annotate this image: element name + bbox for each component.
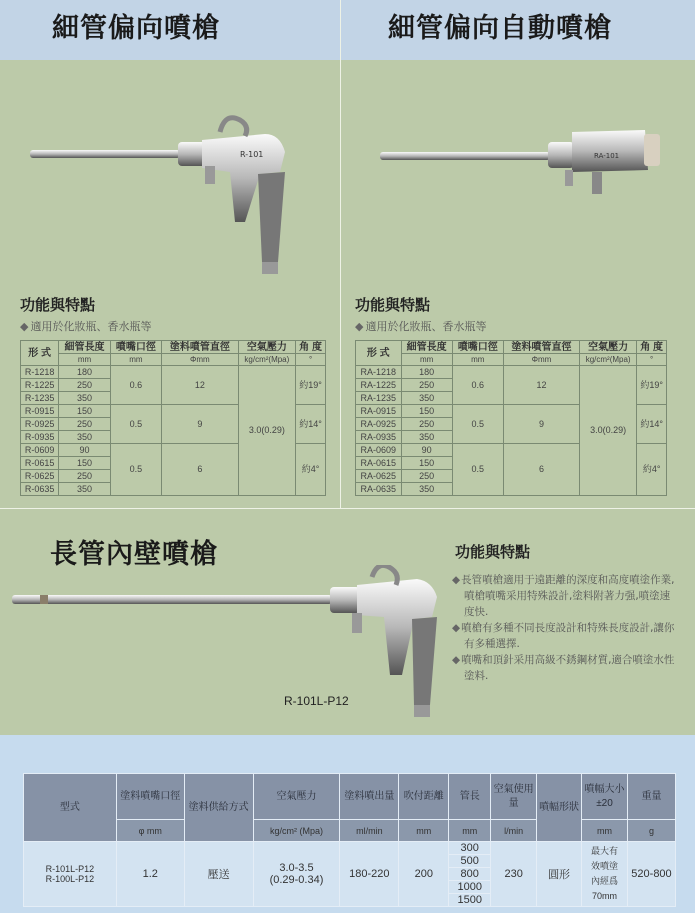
angle-cell: 約4° xyxy=(296,444,326,496)
long-gun-spec-table xyxy=(23,773,676,907)
header-cell: 形 式 xyxy=(21,341,59,366)
air-use-cell: 230 xyxy=(491,842,537,907)
pressure-cell: 3.0-3.5 (0.29-0.34) xyxy=(253,842,340,907)
divider xyxy=(0,508,695,509)
model-cell: R-0635 xyxy=(21,483,59,496)
unit-cell: mm xyxy=(110,354,161,366)
model-cell: RA-0915 xyxy=(356,405,402,418)
unit-cell: kg/cm² (Mpa) xyxy=(253,820,340,842)
unit-cell: ml/min xyxy=(340,820,399,842)
unit-cell: ° xyxy=(637,354,667,366)
diameter-cell: 12 xyxy=(503,366,579,405)
model-cell: RA-0609 xyxy=(356,444,402,457)
length-cell: 250 xyxy=(59,418,110,431)
nozzle-cell: 0.6 xyxy=(452,366,503,405)
pressure-cell: 3.0(0.29) xyxy=(580,366,637,496)
header-cell: 塗料噴出量 xyxy=(340,774,399,820)
nozzle-cell: 1.2 xyxy=(116,842,184,907)
model-cell: RA-1218 xyxy=(356,366,402,379)
long-spray-gun-image xyxy=(12,565,452,725)
angle-cell: 約19° xyxy=(637,366,667,405)
length-cell: 150 xyxy=(401,405,452,418)
header-cell: 細管長度 xyxy=(59,341,110,354)
long-section-heading: 功能與特點 xyxy=(455,543,531,561)
length-cell: 350 xyxy=(59,483,110,496)
header-cell: 角 度 xyxy=(637,341,667,354)
length-cell: 250 xyxy=(401,418,452,431)
nozzle-cell: 0.5 xyxy=(452,444,503,496)
angle-cell: 約14° xyxy=(637,405,667,444)
header-cell: 形 式 xyxy=(356,341,402,366)
spray-width-cell: 最大有效噴塗內經爲70mm xyxy=(582,842,628,907)
model-cell: R-0935 xyxy=(21,431,59,444)
unit-cell: l/min xyxy=(491,820,537,842)
unit-cell: Φmm xyxy=(503,354,579,366)
nozzle-cell: 0.5 xyxy=(110,405,161,444)
diameter-cell: 12 xyxy=(162,366,238,405)
bullet-item: ◆ 長管噴槍適用于遠距離的深度和高度噴塗作業,噴槍噴嘴采用特殊設計,塗料附著力强,噴塗速度快. xyxy=(452,572,680,620)
unit-cell: mm xyxy=(401,354,452,366)
unit-cell: mm xyxy=(449,820,491,842)
length-cell: 90 xyxy=(59,444,110,457)
gun-model-label: RA-101 xyxy=(594,152,620,160)
right-section-heading: 功能與特點 xyxy=(355,296,431,314)
header-cell: 塗料噴管直徑 xyxy=(503,341,579,354)
header-cell: 噴幅大小±20 xyxy=(582,774,628,820)
tube-length-cell: 300 xyxy=(449,842,491,855)
header-cell: 空氣壓力 xyxy=(580,341,637,354)
pattern-cell: 圓形 xyxy=(537,842,582,907)
model-cell: R-1218 xyxy=(21,366,59,379)
tube-length-cell: 1000 xyxy=(449,881,491,894)
length-cell: 90 xyxy=(401,444,452,457)
unit-cell: mm xyxy=(59,354,110,366)
header-cell: 空氣使用量 xyxy=(491,774,537,820)
length-cell: 250 xyxy=(59,470,110,483)
output-cell: 180-220 xyxy=(340,842,399,907)
header-cell: 重量 xyxy=(627,774,675,820)
left-spec-table xyxy=(20,340,326,496)
length-cell: 350 xyxy=(59,431,110,444)
model-cell: R-0625 xyxy=(21,470,59,483)
tube-length-cell: 1500 xyxy=(449,894,491,907)
nozzle-cell: 0.6 xyxy=(110,366,161,405)
header-cell: 塗料供給方式 xyxy=(184,774,253,842)
angle-cell: 約4° xyxy=(637,444,667,496)
table-row xyxy=(356,354,667,366)
header-cell: 噴嘴口徑 xyxy=(110,341,161,354)
header-cell: 塗料噴嘴口徑 xyxy=(116,774,184,820)
length-cell: 150 xyxy=(401,457,452,470)
left-section-heading: 功能與特點 xyxy=(20,296,96,314)
model-cell: RA-0615 xyxy=(356,457,402,470)
unit-cell: ° xyxy=(296,354,326,366)
table-row xyxy=(21,354,326,366)
unit-cell: g xyxy=(627,820,675,842)
pressure-cell: 3.0(0.29) xyxy=(238,366,296,496)
length-cell: 150 xyxy=(59,457,110,470)
tube-length-cell: 800 xyxy=(449,868,491,881)
length-cell: 250 xyxy=(401,470,452,483)
model-cell: R-0615 xyxy=(21,457,59,470)
model-cell: R-1235 xyxy=(21,392,59,405)
length-cell: 350 xyxy=(401,483,452,496)
left-title: 細管偏向噴槍 xyxy=(52,13,220,44)
tube-length-cell: 500 xyxy=(449,855,491,868)
right-title: 細管偏向自動噴槍 xyxy=(388,13,612,44)
length-cell: 350 xyxy=(59,392,110,405)
model-cell: R-0915 xyxy=(21,405,59,418)
header-cell: 吹付距離 xyxy=(399,774,449,820)
spray-gun-image xyxy=(30,112,330,282)
length-cell: 350 xyxy=(401,392,452,405)
model-cell: RA-0925 xyxy=(356,418,402,431)
bullet-item: ◆ 噴槍有多種不同長度設計和特殊長度設計,讓你有多種選擇. xyxy=(452,620,680,652)
right-spec-table xyxy=(355,340,667,496)
header-cell: 塗料噴管直徑 xyxy=(162,341,238,354)
unit-cell: mm xyxy=(452,354,503,366)
model-cell: RA-1225 xyxy=(356,379,402,392)
distance-cell: 200 xyxy=(399,842,449,907)
long-title: 長管內壁噴槍 xyxy=(50,539,218,570)
diameter-cell: 9 xyxy=(503,405,579,444)
bullet-item: ◆ 噴嘴和頂針采用高級不銹鋼材質,適合噴塗水性塗料. xyxy=(452,652,680,684)
table-row xyxy=(21,341,326,354)
model-cell: RA-0625 xyxy=(356,470,402,483)
header-cell: 細管長度 xyxy=(401,341,452,354)
auto-spray-gun-image xyxy=(380,118,660,208)
table-row xyxy=(24,842,676,855)
model-cell: R-101L-P12 R-100L-P12 xyxy=(24,842,117,907)
header-cell: 噴嘴口徑 xyxy=(452,341,503,354)
length-cell: 250 xyxy=(59,379,110,392)
table-row xyxy=(356,341,667,354)
model-cell: RA-0635 xyxy=(356,483,402,496)
model-cell: RA-1235 xyxy=(356,392,402,405)
header-cell: 管長 xyxy=(449,774,491,820)
unit-cell: mm xyxy=(582,820,628,842)
nozzle-cell: 0.5 xyxy=(452,405,503,444)
header-cell: 空氣壓力 xyxy=(253,774,340,820)
supply-cell: 壓送 xyxy=(184,842,253,907)
unit-cell: Φmm xyxy=(162,354,238,366)
nozzle-cell: 0.5 xyxy=(110,444,161,496)
table-row xyxy=(24,774,676,820)
length-cell: 180 xyxy=(401,366,452,379)
weight-cell: 520-800 xyxy=(627,842,675,907)
model-cell: R-0609 xyxy=(21,444,59,457)
long-model-caption: R-101L-P12 xyxy=(284,694,349,708)
model-cell: R-0925 xyxy=(21,418,59,431)
unit-cell: kg/cm²(Mpa) xyxy=(580,354,637,366)
diameter-cell: 6 xyxy=(162,444,238,496)
header-cell: 型式 xyxy=(24,774,117,842)
length-cell: 350 xyxy=(401,431,452,444)
left-bullet: ◆ 適用於化妝瓶、香水瓶等 xyxy=(20,318,151,334)
unit-cell: mm xyxy=(399,820,449,842)
model-cell: R-1225 xyxy=(21,379,59,392)
angle-cell: 約14° xyxy=(296,405,326,444)
header-cell: 角 度 xyxy=(296,341,326,354)
model-cell: RA-0935 xyxy=(356,431,402,444)
unit-cell: φ mm xyxy=(116,820,184,842)
unit-cell: kg/cm²(Mpa) xyxy=(238,354,296,366)
gun-model-label: R-101 xyxy=(240,150,264,159)
long-bullet-list xyxy=(452,572,680,684)
diameter-cell: 9 xyxy=(162,405,238,444)
header-cell: 空氣壓力 xyxy=(238,341,296,354)
table-row xyxy=(356,366,667,379)
length-cell: 150 xyxy=(59,405,110,418)
angle-cell: 約19° xyxy=(296,366,326,405)
header-cell: 噴幅形狀 xyxy=(537,774,582,842)
length-cell: 250 xyxy=(401,379,452,392)
right-bullet: ◆ 適用於化妝瓶、香水瓶等 xyxy=(355,318,486,334)
table-row xyxy=(21,366,326,379)
length-cell: 180 xyxy=(59,366,110,379)
divider xyxy=(340,0,341,508)
diameter-cell: 6 xyxy=(503,444,579,496)
